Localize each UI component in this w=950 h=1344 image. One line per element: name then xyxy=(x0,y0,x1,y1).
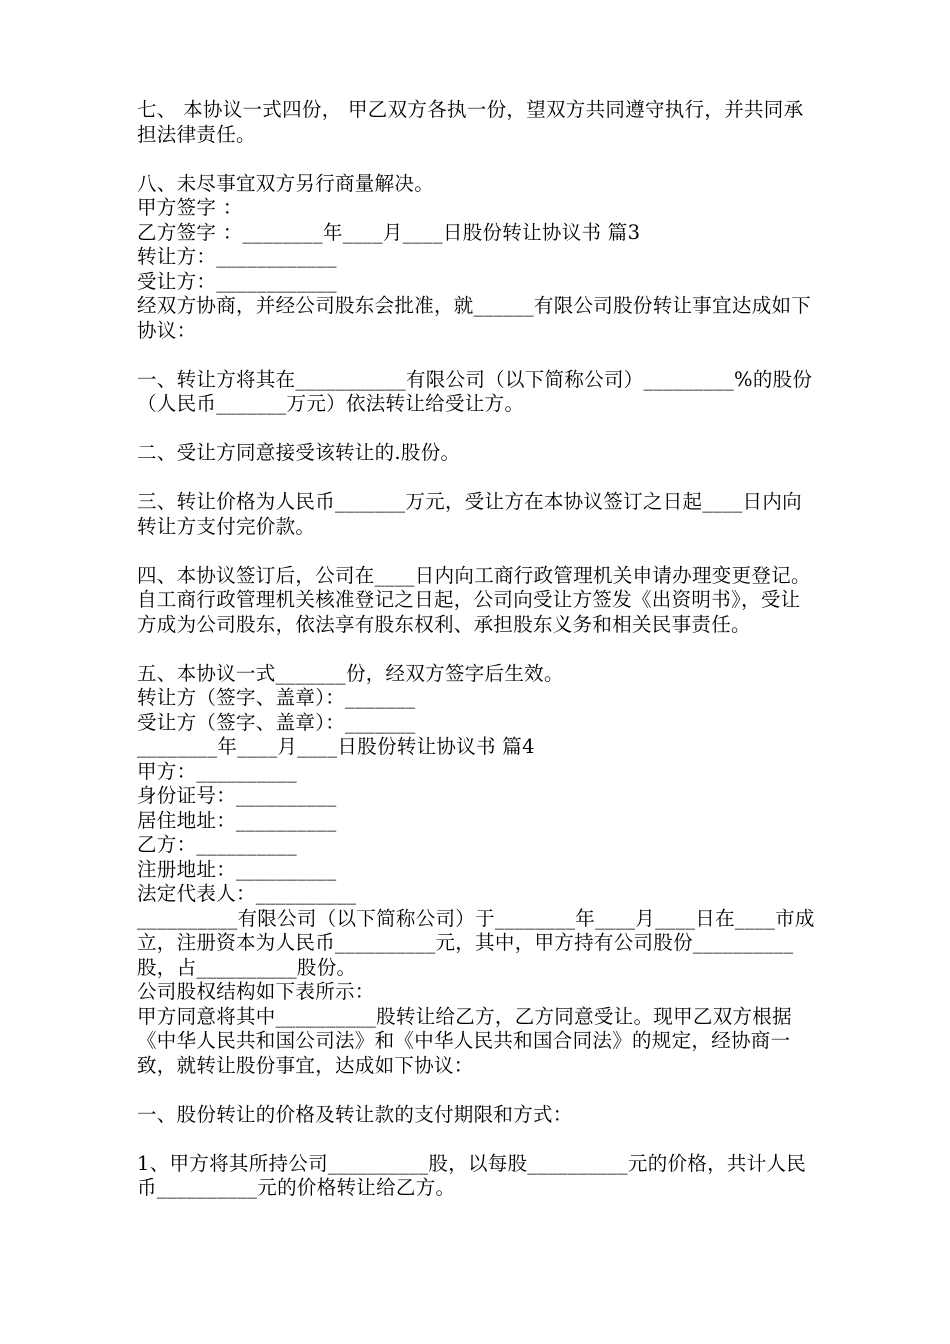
agreement-preamble: 经双方协商，并经公司股东会批准，就______有限公司股份转让事宜达成如下协议： xyxy=(137,294,812,342)
legal-representative-line: 法定代表人：__________ xyxy=(137,882,357,905)
paragraph-gap xyxy=(137,1078,817,1103)
paragraph-gap xyxy=(137,147,817,172)
equity-structure-line: 公司股权结构如下表所示： xyxy=(137,980,375,1003)
party-b-line: 乙方：__________ xyxy=(137,833,297,856)
paragraph-gap xyxy=(137,539,817,564)
transferor-signature-line: 转让方（签字、盖章）：_______ xyxy=(137,686,416,709)
transfer-consent-paragraph: 甲方同意将其中__________股转让给乙方，乙方同意受让。现甲乙双方根据《中华人民共和国公司法》和《中华人民共和国合同法》的规定，经协商一致，就转让股份事宜，达成如下协议： xyxy=(137,1004,792,1077)
paragraph-gap xyxy=(137,466,817,491)
party-b-signature-line: 乙方签字 ：________年____月____日股份转让协议书 篇3 xyxy=(137,220,641,244)
clause-2-accept: 二、受让方同意接受该转让的.股份。 xyxy=(137,441,461,464)
item-1-price-paragraph: 1、甲方将其所持公司__________股，以每股__________元的价格，共计人民币__________元的价格转让给乙方。 xyxy=(137,1151,807,1199)
paragraph-7-copies: 七、 本协议一式四份， 甲乙双方各执一份，望双方共同遵守执行，并共同承担法律责任。 xyxy=(137,98,804,146)
document-body xyxy=(137,98,817,1201)
clause-1-transfer: 一、转让方将其在___________有限公司（以下简称公司）_________%的股份（人民币_______万元）依法转让给受让方。 xyxy=(137,367,813,415)
transferor-line: 转让方：____________ xyxy=(137,245,337,268)
paragraph-gap xyxy=(137,1127,817,1152)
clause-5-copies: 五、本协议一式_______份，经双方签字后生效。 xyxy=(137,661,564,685)
party-a-line: 甲方：__________ xyxy=(137,759,297,783)
registered-address-line: 注册地址：__________ xyxy=(137,857,337,881)
section-1-price-heading: 一、股份转让的价格及转让款的支付期限和方式： xyxy=(137,1102,573,1126)
paragraph-gap xyxy=(137,637,817,662)
paragraph-gap xyxy=(137,417,817,442)
clause-4-registration: 四、本协议签订后，公司在____日内向工商行政管理机关申请办理变更登记。自工商行政管理机关核准登记之日起，公司向受让方签发《出资明书》，受让方成为公司股东，依法享有股东权利、承担股东义务和相关民事责任。 xyxy=(137,563,811,636)
paragraph-8-other-matters: 八、未尽事宜双方另行商量解决。 xyxy=(137,171,435,195)
paragraph-gap xyxy=(137,343,817,368)
party-a-signature-line: 甲方签字 ： xyxy=(137,196,243,219)
transferee-signature-line: 受让方（签字、盖章）：_______ xyxy=(137,710,416,734)
date-and-section-4-title: ________年____月____日股份转让协议书 篇4 xyxy=(137,735,535,758)
transferee-line: 受让方：____________ xyxy=(137,269,337,293)
residence-address-line: 居住地址：__________ xyxy=(137,808,337,832)
id-number-line: 身份证号：__________ xyxy=(137,784,337,807)
company-establishment-paragraph: __________有限公司（以下简称公司）于________年____月____日在____市成立，注册资本为人民币__________元，其中，甲方持有公司股份__________股，占__________股份。 xyxy=(137,906,815,979)
clause-3-price: 三、转让价格为人民币_______万元，受让方在本协议签订之日起____日内向转让方支付完价款。 xyxy=(137,490,802,538)
